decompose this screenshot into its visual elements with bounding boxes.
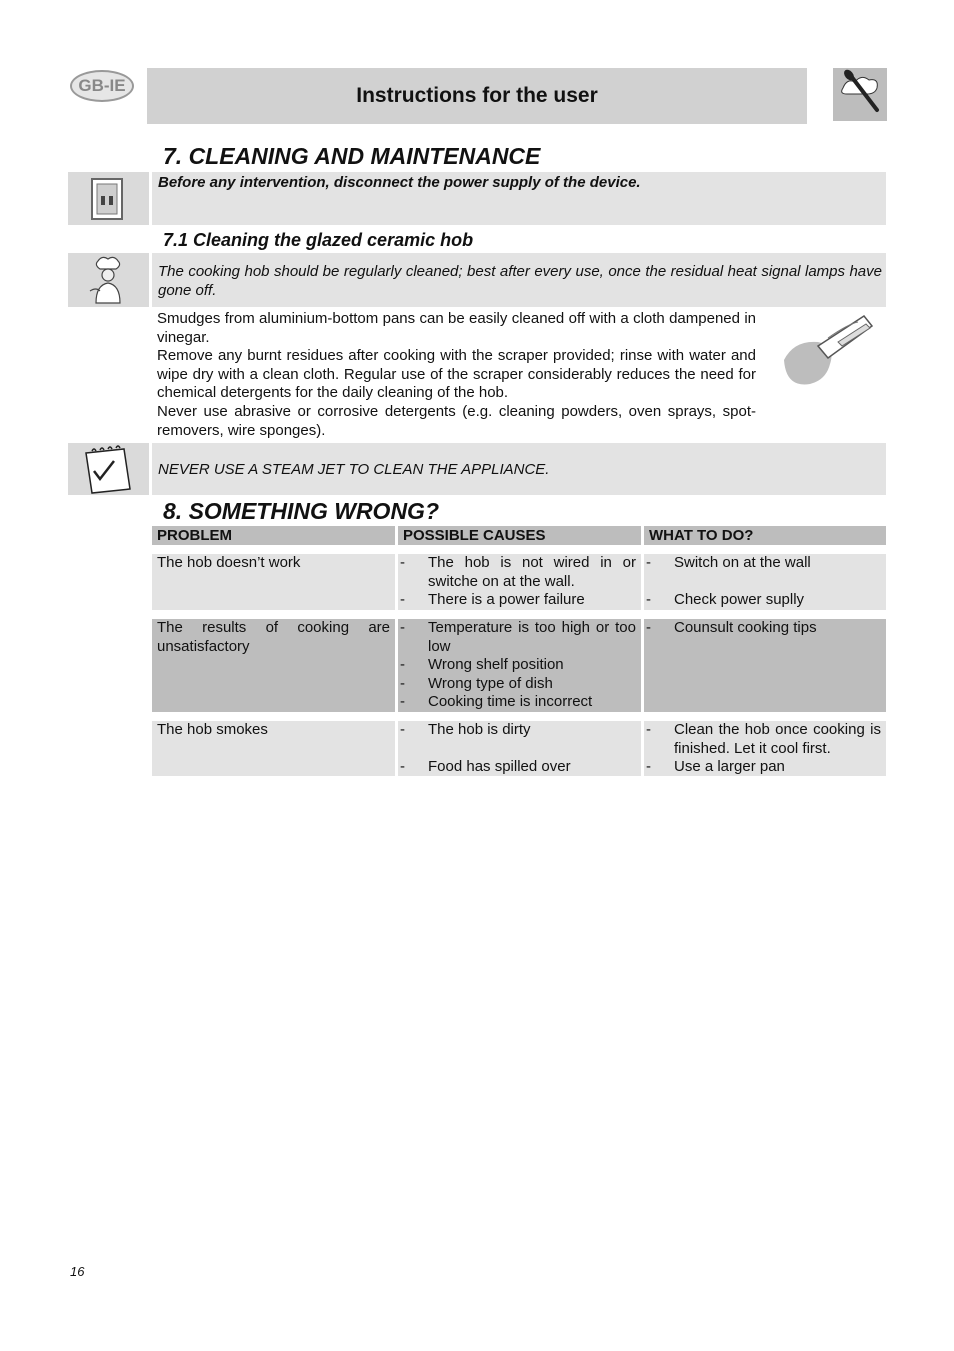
- column-header-action: WHAT TO DO?: [644, 526, 886, 545]
- cleaning-instructions: [157, 310, 756, 440]
- list-item: - Temperature is too high or too low: [400, 619, 636, 655]
- table-row-3-actions: [644, 721, 886, 776]
- table-row-1-problem: [152, 554, 395, 610]
- steam-warning-text: NEVER USE A STEAM JET TO CLEAN THE APPLIANCE.: [158, 461, 550, 478]
- power-warning-text: Before any intervention, disconnect the power supply of the device.: [158, 174, 641, 191]
- list-item: - Counsult cooking tips: [646, 619, 817, 636]
- table-row-3-problem: [152, 721, 395, 776]
- problem-text: The hob smokes: [157, 721, 268, 738]
- list-item: - Switch on at the wall: [646, 554, 811, 571]
- language-badge: GB-IE: [70, 70, 134, 102]
- section-title-cleaning: 7. CLEANING AND MAINTENANCE: [163, 143, 541, 169]
- chef-icon-box: [68, 253, 149, 307]
- list-item: - Wrong shelf position: [400, 656, 564, 674]
- paragraph-vinegar: Smudges from aluminium-bottom pans can be easily cleaned off with a cloth dampened in vinegar.: [157, 310, 756, 346]
- list-item: - The hob is not wired in or switche on at the wall.: [400, 554, 636, 590]
- problem-text: The results of cooking are unsatisfactory: [157, 619, 390, 655]
- list-item: - Food has spilled over: [400, 758, 571, 776]
- warning-icon-box: [68, 172, 149, 225]
- page-header-title: Instructions for the user: [356, 84, 598, 107]
- spoon-chef-hat-icon: [833, 68, 887, 121]
- list-item: - There is a power failure: [400, 591, 585, 609]
- table-row-1-actions: [644, 554, 886, 610]
- table-row-2-actions: [644, 619, 886, 712]
- chef-icon: [68, 253, 149, 307]
- list-item: - Cooking time is incorrect: [400, 693, 593, 711]
- notepad-check-icon: [68, 443, 149, 495]
- notepad-icon-box: [68, 443, 149, 495]
- hob-note-text: The cooking hob should be regularly cleaned; best after every use, once the residual heat signal lamps have gone off.: [158, 263, 882, 299]
- list-item: - Clean the hob once cooking is finished. Let it cool first.: [646, 721, 881, 757]
- table-row-3-causes: [398, 721, 641, 776]
- list-item: - The hob is dirty: [400, 721, 531, 738]
- column-header-problem: PROBLEM: [152, 526, 395, 545]
- table-row-2-causes: [398, 619, 641, 712]
- power-socket-icon: [68, 172, 149, 225]
- page-number: 16: [70, 1264, 85, 1279]
- list-item: - Check power suplly: [646, 591, 805, 609]
- list-item: - Use a larger pan: [646, 758, 785, 776]
- paragraph-scraper: Remove any burnt residues after cooking with the scraper provided; rinse with water and wipe dry with a clean cloth. Regular use of the scraper considerably reduces the need for chemical detergents for the daily cleaning of the hob.: [157, 347, 756, 402]
- section-title-something-wrong: 8. SOMETHING WRONG?: [163, 498, 439, 524]
- scraper-icon: [778, 308, 886, 390]
- paragraph-detergents: Never use abrasive or corrosive detergents (e.g. cleaning powders, oven sprays, spot-removers, wire sponges).: [157, 402, 756, 439]
- column-header-causes: POSSIBLE CAUSES: [398, 526, 641, 545]
- table-row-1-causes: [398, 554, 641, 610]
- problem-text: The hob doesn’t work: [157, 554, 301, 571]
- table-row-2-problem: [152, 619, 395, 712]
- subsection-title-glazed-hob: 7.1 Cleaning the glazed ceramic hob: [163, 230, 474, 250]
- list-item: - Wrong type of dish: [400, 674, 553, 692]
